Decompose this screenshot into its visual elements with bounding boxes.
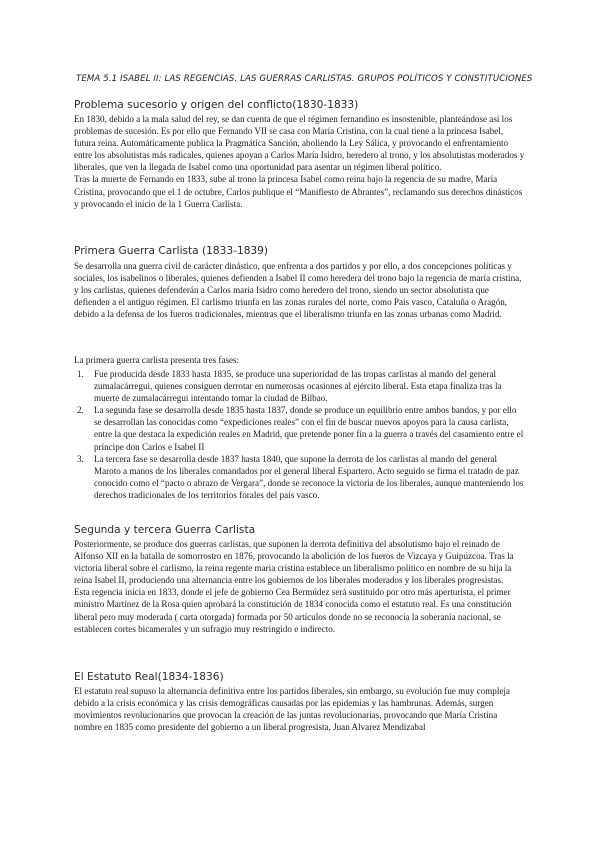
list-item: 2. La segunda fase se desarrolla desde 1835 hasta 1837, donde se produce un equilibrio entre ambos bandos, y por ello se desarrollan las conocidas como “expediciones reales” con el fin de buscar nuevos apoyos para la causa carlista, entre la que destaca la expedición reales en Madrid, que pretende poner fin a la guerra a través del casamiento entre el príncipe don Carlos e Isabel II: [77, 405, 524, 452]
list-intro: La primera guerra carlista presenta tres fases:: [74, 355, 240, 365]
paragraph: Se desarrolla una guerra civil de carácter dinástico, que enfrenta a dos partidos y por ello, a dos concepciones políticas y sociales, los isabelinos o liberales, quienes defienden a Isabel II como heredera del trono bajo la regencia de maría cristina, y los carlistas, quienes defenderán a Carlos maría Isidro como heredero del trono, siendo un sector absolutista que defienden a el antiguo régimen. El carlismo triunfa en las zonas rurales del norte, como País vasco, Cataluña o Aragón, debido a la defensa de los fueros tradicionales, mientras que el liberalismo triunfa en las zonas urbanas como Madrid.: [74, 261, 522, 320]
section-heading-estatuto-real: El Estatuto Real(1834-1836): [74, 671, 224, 683]
list-item: 3. La tercera fase se desarrolla desde 1837 hasta 1840, que supone la derrota de los carlistas al mando del general Maroto a manos de los liberales comandados por el general liberal Espartero. Acto seguido se firma el tratado de paz conocido como el “pacto o abrazo de Vergara”, donde se reconoce la victoria de los liberales, aunque manteniendo los derechos tradicionales de los territorios forales del país vasco.: [77, 453, 524, 500]
list-item: 1. Fue producida desde 1833 hasta 1835, se produce una superioridad de las tropas carlistas al mando del general zumalacárregui, quienes consiguen derrotar en numerosas ocasiones al ejército liberal. Esta etapa finaliza tras la muerte de zumalacárregui intentando tomar la ciudad de Bilbao.: [77, 369, 502, 404]
section-body-second-third-war: [74, 538, 526, 635]
paragraph: Esta regencia inicia en 1833, donde el jefe de gobierno Cea Bermúdez será sustituido por otro más aperturista, el primer ministro Martínez de la Rosa quien aprobará la constitución de 1834 conocida como el estatuto real. Es una constitución liberal pero muy moderada ( carta otorgada) formada por 50 artículos donde no se reconocía la soberanía nacional, se establecen cortes bicamerales y un sufragio muy restringido e indirecto.: [74, 587, 512, 634]
section-body-estatuto-real: [74, 685, 526, 733]
paragraph: Tras la muerte de Fernando en 1833, sube al trono la princesa Isabel como reina bajo la regencia de su madre, María Cristina, provocando que el 1 de octubre, Carlos publique el “Manifiesto de Abrantes”, reclamando sus derechos dinásticos y provocando el inicio de la 1 Guerra Carlista.: [74, 174, 523, 209]
page-title: TEMA 5.1 ISABEL II: LAS REGENCIAS. LAS GUERRAS CARLISTAS. GRUPOS POLÍTICOS Y CONSTITUCIONES: [76, 74, 533, 84]
paragraph: Posteriormente, se produce dos guerras carlistas, que suponen la derrota definitiva del absolutismo bajo el reinado de Alfonso XII en la batalla de somorrostro en 1876, provocando la abolición de los fueros de Vizcaya y Guipúzcoa. Tras la victoria liberal sobre el carlismo, la reina regente maria cristina establece un liberalismo político en nombre de su hija la reina Isabel II, produciendo una alternancia entre los gobiernos de los liberales moderados y los liberales progresistas.: [74, 539, 514, 586]
section-body-succession: [74, 113, 526, 210]
phases-list: [74, 368, 526, 501]
section-heading-second-third-war: Segunda y tercera Guerra Carlista: [74, 524, 256, 536]
section-heading-first-carlist-war: Primera Guerra Carlista (1833-1839): [74, 245, 269, 257]
paragraph: En 1830, debido a la mala salud del rey, se dan cuenta de que el régimen fernandino es insostenible, planteándose así los problemas de sucesión. Es por ello que Fernando VII se casa con María Cristina, con la cual tiene a la princesa Isabel, futura reina. Automáticamente publica la Pragmática Sanción, aboliendo la Ley Sálica, y provocando el enfrentamiento entre los absolutistas más radicales, quienes apoyan a Carlos María Isidro, heredero al trono, y los absolutistas moderados y liberales, que ven la llegada de Isabel como una oportunidad para asentar un régimen liberal político.: [74, 114, 525, 173]
section-heading-succession: Problema sucesorio y origen del conflicto(1830-1833): [74, 99, 359, 111]
section-body-first-carlist-war: [74, 260, 526, 320]
paragraph: El estatuto real supuso la alternancia definitiva entre los partidos liberales, sin embargo, su evolución fue muy compleja debido a la crisis económica y las crisis demográficas causadas por las epidemias y las hambrunas. Además, surgen movimientos revolucionarios que provocan la creación de las juntas revolucionarias, provocando que María Cristina nombre en 1835 como presidente del gobierno a un liberal progresista, Juan Alvarez Mendizabal: [74, 686, 510, 733]
